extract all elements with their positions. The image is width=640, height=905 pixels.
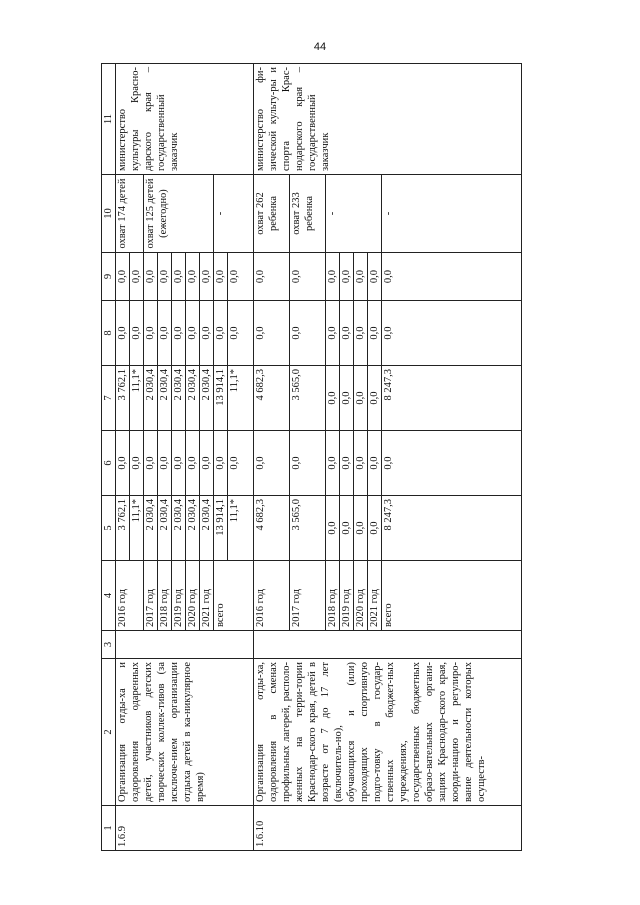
item-description: Организация отды-ха и оздоровления одаренных детей, участников детских творческих коллек-тивов (за исключе-нием организации отдыха детей в ка-никулярное время) [116, 659, 254, 806]
value-cell: 2 030,4 [200, 366, 214, 431]
value-cell: 2 030,4 [186, 496, 200, 561]
value-cell: 0,0 [368, 366, 382, 431]
value-cell: 0,0 [340, 301, 354, 366]
value-cell: 0,0 [130, 431, 144, 496]
value-cell: 0,0 [354, 301, 368, 366]
value-cell: 0,0 [158, 301, 172, 366]
value-cell: 0,0 [228, 253, 254, 301]
value-cell: 0,0 [326, 366, 340, 431]
value-cell: 0,0 [214, 253, 228, 301]
result-cell: охват 125 детей (ежегодно) [144, 175, 214, 253]
header-cell: 7 [102, 366, 116, 431]
result-cell: охват 262 ребенка [254, 175, 290, 253]
header-cell: 6 [102, 431, 116, 496]
result-cell: охват 233 ребенка [290, 175, 326, 253]
value-cell: 8 247,3 [382, 496, 522, 561]
value-cell: 3 762,1 [116, 496, 130, 561]
value-cell: 8 247,3 [382, 366, 522, 431]
header-cell: 9 [102, 253, 116, 301]
value-cell: 0,0 [254, 431, 290, 496]
value-cell: 0,0 [200, 253, 214, 301]
header-cell: 4 [102, 561, 116, 631]
year-cell: 2019 год [172, 561, 186, 631]
value-cell: 0,0 [382, 253, 522, 301]
header-cell: 1 [102, 806, 116, 851]
year-cell: 2016 год [254, 561, 290, 631]
value-cell: 0,0 [200, 301, 214, 366]
value-cell: 0,0 [172, 301, 186, 366]
empty-cell [254, 631, 522, 659]
value-cell: 2 030,4 [144, 496, 158, 561]
value-cell: 0,0 [144, 431, 158, 496]
value-cell: 0,0 [254, 253, 290, 301]
value-cell: 0,0 [368, 301, 382, 366]
value-cell: 3 565,0 [290, 366, 326, 431]
year-cell: всего [214, 561, 254, 631]
value-cell: 11,1* [228, 496, 254, 561]
value-cell: 0,0 [144, 253, 158, 301]
year-cell: всего [382, 561, 522, 631]
year-cell: 2018 год [326, 561, 340, 631]
value-cell: 2 030,4 [158, 496, 172, 561]
value-cell: 0,0 [354, 253, 368, 301]
value-cell: 0,0 [326, 496, 340, 561]
header-cell: 11 [102, 64, 116, 175]
value-cell: 2 030,4 [200, 496, 214, 561]
year-cell: 2020 год [186, 561, 200, 631]
value-cell: 3 762,1 [116, 366, 130, 431]
value-cell: 0,0 [214, 431, 228, 496]
table-row [116, 64, 130, 851]
value-cell: 0,0 [144, 301, 158, 366]
value-cell: 0,0 [158, 431, 172, 496]
value-cell: 0,0 [158, 253, 172, 301]
value-cell: 0,0 [368, 496, 382, 561]
year-cell: 2017 год [144, 561, 158, 631]
year-cell: 2018 год [158, 561, 172, 631]
value-cell: 0,0 [340, 431, 354, 496]
value-cell: 0,0 [116, 431, 130, 496]
value-cell: 0,0 [354, 431, 368, 496]
value-cell: 0,0 [382, 301, 522, 366]
header-cell: 2 [102, 659, 116, 806]
result-cell: - [214, 175, 254, 253]
value-cell: 0,0 [186, 301, 200, 366]
header-cell: 10 [102, 175, 116, 253]
table-row [254, 64, 290, 851]
value-cell: 13 914,1 [214, 366, 228, 431]
result-cell: - [382, 175, 522, 253]
value-cell: 0,0 [214, 301, 228, 366]
result-cell: - [326, 175, 382, 253]
value-cell: 0,0 [326, 253, 340, 301]
value-cell: 0,0 [200, 431, 214, 496]
executor-cell: министерство фи-зической культу-ры и спорта Крас-нодарского края – государственный заказчик [254, 64, 522, 175]
value-cell: 0,0 [354, 496, 368, 561]
value-cell: 0,0 [172, 431, 186, 496]
value-cell: 0,0 [290, 431, 326, 496]
value-cell: 2 030,4 [172, 366, 186, 431]
value-cell: 4 682,3 [254, 366, 290, 431]
value-cell: 11,1* [228, 366, 254, 431]
item-number: 1.6.9 [116, 806, 254, 851]
value-cell: 2 030,4 [144, 366, 158, 431]
value-cell: 0,0 [368, 253, 382, 301]
value-cell: 0,0 [130, 253, 144, 301]
header-row [102, 64, 116, 851]
value-cell: 0,0 [382, 431, 522, 496]
value-cell: 0,0 [354, 366, 368, 431]
value-cell: 0,0 [326, 301, 340, 366]
value-cell: 3 565,0 [290, 496, 326, 561]
value-cell: 0,0 [326, 431, 340, 496]
value-cell: 0,0 [228, 301, 254, 366]
year-cell: 2021 год [200, 561, 214, 631]
value-cell: 2 030,4 [172, 496, 186, 561]
year-cell: 2020 год [354, 561, 368, 631]
year-cell: 2017 год [290, 561, 326, 631]
rotated-table-container [101, 64, 533, 851]
value-cell: 0,0 [290, 253, 326, 301]
value-cell: 0,0 [228, 431, 254, 496]
header-cell: 8 [102, 301, 116, 366]
item-description: Организация отды-ха, оздоровления в сменах профильных лагерей, располо-женных на терри-тории Краснодар-ского края, детей в возрасте от 7 до 17 лет (включитель-но), обучающихся и (или) проходящих спортивную подго-товку в государ-ственных бюджет-ных учреждениях, государственных бюджетных образо-вательных органи-зациях Краснодар-ского края, коорди-нацию и регулиро-вание деятельности которых осуществ- [254, 659, 522, 806]
executor-cell: министерство культуры Красно-дарского края – государственный заказчик [116, 64, 254, 175]
value-cell: 2 030,4 [186, 366, 200, 431]
value-cell: 0,0 [172, 253, 186, 301]
value-cell: 11,1* [130, 366, 144, 431]
value-cell: 0,0 [368, 431, 382, 496]
value-cell: 0,0 [340, 253, 354, 301]
value-cell: 4 682,3 [254, 496, 290, 561]
value-cell: 0,0 [290, 301, 326, 366]
value-cell: 0,0 [254, 301, 290, 366]
year-cell: 2021 год [368, 561, 382, 631]
value-cell: 2 030,4 [158, 366, 172, 431]
header-cell: 3 [102, 631, 116, 659]
value-cell: 13 914,1 [214, 496, 228, 561]
value-cell: 0,0 [186, 253, 200, 301]
program-table [101, 63, 522, 851]
value-cell: 0,0 [186, 431, 200, 496]
header-cell: 5 [102, 496, 116, 561]
year-cell: 2019 год [340, 561, 354, 631]
value-cell: 11,1* [130, 496, 144, 561]
page-number: 44 [313, 41, 327, 53]
empty-cell [116, 631, 254, 659]
value-cell: 0,0 [340, 366, 354, 431]
value-cell: 0,0 [116, 253, 130, 301]
value-cell: 0,0 [116, 301, 130, 366]
result-cell: охват 174 детей [116, 175, 144, 253]
value-cell: 0,0 [130, 301, 144, 366]
value-cell: 0,0 [340, 496, 354, 561]
year-cell: 2016 год [116, 561, 144, 631]
item-number: 1.6.10 [254, 806, 522, 851]
